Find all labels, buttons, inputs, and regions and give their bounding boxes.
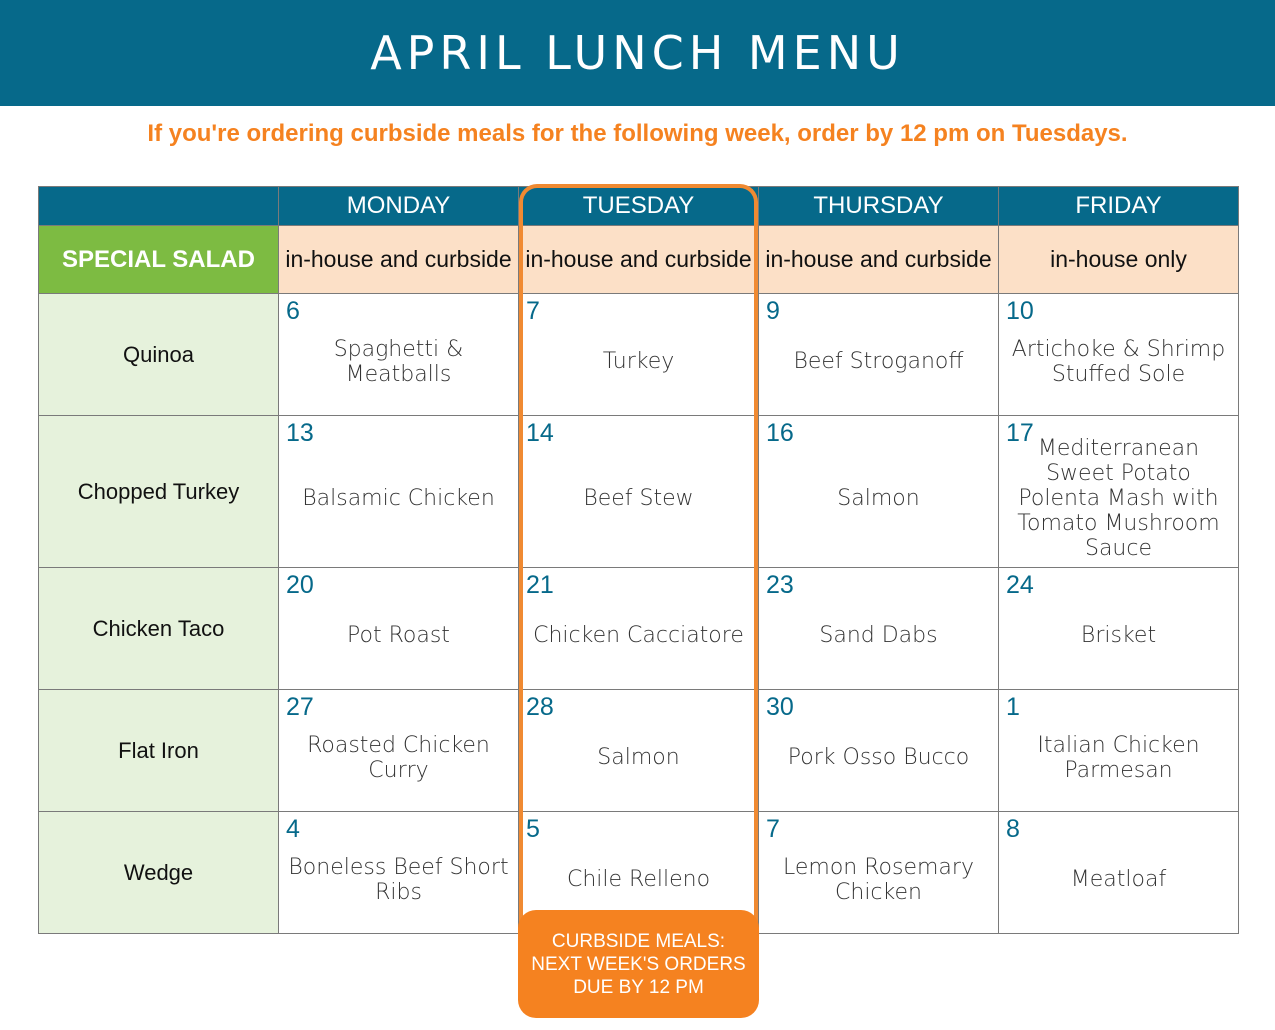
menu-cell	[279, 416, 519, 568]
day-header-friday: FRIDAY	[999, 187, 1239, 226]
day-header-thursday: THURSDAY	[759, 187, 999, 226]
meal-name: Spaghetti & Meatballs	[333, 336, 464, 387]
date-number: 28	[526, 693, 554, 721]
salad-name: Quinoa	[39, 294, 279, 416]
meal-name: Sand Dabs	[819, 623, 938, 648]
meal-name: Beef Stroganoff	[793, 349, 964, 374]
menu-table	[38, 186, 1239, 934]
day-header-tuesday: TUESDAY	[519, 187, 759, 226]
header-bar	[0, 0, 1275, 106]
date-number: 1	[1006, 693, 1020, 721]
meal-name: Beef Stew	[583, 486, 694, 511]
salad-name: Chicken Taco	[39, 568, 279, 690]
salad-name: Flat Iron	[39, 690, 279, 812]
menu-cell	[279, 812, 519, 934]
menu-cell	[999, 294, 1239, 416]
corner-cell	[39, 187, 279, 226]
service-tuesday: in-house and curbside	[519, 226, 759, 294]
curbside-callout	[518, 910, 759, 1018]
date-number: 7	[526, 297, 540, 325]
service-monday: in-house and curbside	[279, 226, 519, 294]
meal-name: Mediterranean Sweet Potato Polenta Mash with Tomato Mushroom Sauce	[1017, 436, 1220, 561]
date-number: 7	[766, 815, 780, 843]
date-number: 23	[766, 571, 794, 599]
date-number: 14	[526, 419, 554, 447]
date-number: 30	[766, 693, 794, 721]
menu-cell	[759, 416, 999, 568]
salad-name: Chopped Turkey	[39, 416, 279, 568]
meal-name: Pot Roast	[347, 623, 450, 648]
menu-cell	[759, 294, 999, 416]
menu-cell	[519, 294, 759, 416]
menu-cell	[519, 416, 759, 568]
menu-cell	[279, 568, 519, 690]
day-header-row	[39, 187, 1239, 226]
meal-name: Turkey	[602, 349, 675, 374]
date-number: 10	[1006, 297, 1034, 325]
service-thursday: in-house and curbside	[759, 226, 999, 294]
meal-name: Lemon Rosemary Chicken	[783, 854, 974, 905]
date-number: 27	[286, 693, 314, 721]
menu-cell	[279, 690, 519, 812]
date-number: 5	[526, 815, 540, 843]
salad-name: Wedge	[39, 812, 279, 934]
date-number: 17	[1006, 419, 1034, 447]
service-row	[39, 226, 1239, 294]
menu-cell	[759, 812, 999, 934]
special-salad-label: SPECIAL SALAD	[39, 226, 279, 294]
menu-cell	[999, 812, 1239, 934]
meal-name: Chile Relleno	[566, 867, 711, 892]
meal-name: Salmon	[597, 745, 680, 770]
menu-cell	[999, 568, 1239, 690]
date-number: 20	[286, 571, 314, 599]
menu-cell	[519, 690, 759, 812]
table-row	[39, 690, 1239, 812]
date-number: 24	[1006, 571, 1034, 599]
date-number: 9	[766, 297, 780, 325]
meal-name: Chicken Cacciatore	[533, 623, 744, 648]
meal-name: Brisket	[1080, 623, 1157, 648]
meal-name: Meatloaf	[1070, 867, 1167, 892]
service-friday: in-house only	[999, 226, 1239, 294]
page-title: APRIL LUNCH MENU	[370, 26, 905, 80]
meal-name: Italian Chicken Parmesan	[1037, 732, 1200, 783]
meal-name: Salmon	[837, 486, 920, 511]
date-number: 16	[766, 419, 794, 447]
meal-name: Boneless Beef Short Ribs	[288, 854, 509, 905]
menu-cell	[759, 568, 999, 690]
menu-cell	[999, 690, 1239, 812]
date-number: 21	[526, 571, 554, 599]
callout-line-2: NEXT WEEK'S ORDERS	[531, 953, 746, 975]
order-notice: If you're ordering curbside meals for the following week, order by 12 pm on Tuesdays.	[147, 120, 1128, 147]
callout-line-1: CURBSIDE MEALS:	[551, 930, 726, 952]
meal-name: Pork Osso Bucco	[787, 745, 970, 770]
menu-cell	[759, 690, 999, 812]
date-number: 8	[1006, 815, 1020, 843]
menu-cell	[999, 416, 1239, 568]
menu-cell	[519, 568, 759, 690]
date-number: 13	[286, 419, 314, 447]
table-row	[39, 568, 1239, 690]
date-number: 4	[286, 815, 300, 843]
date-number: 6	[286, 297, 300, 325]
menu-cell	[279, 294, 519, 416]
meal-name: Artichoke & Shrimp Stuffed Sole	[1011, 336, 1226, 387]
meal-name: Roasted Chicken Curry	[307, 732, 490, 783]
table-row	[39, 294, 1239, 416]
callout-line-3: DUE BY 12 PM	[573, 976, 704, 998]
meal-name: Balsamic Chicken	[302, 486, 495, 511]
table-row	[39, 416, 1239, 568]
day-header-monday: MONDAY	[279, 187, 519, 226]
